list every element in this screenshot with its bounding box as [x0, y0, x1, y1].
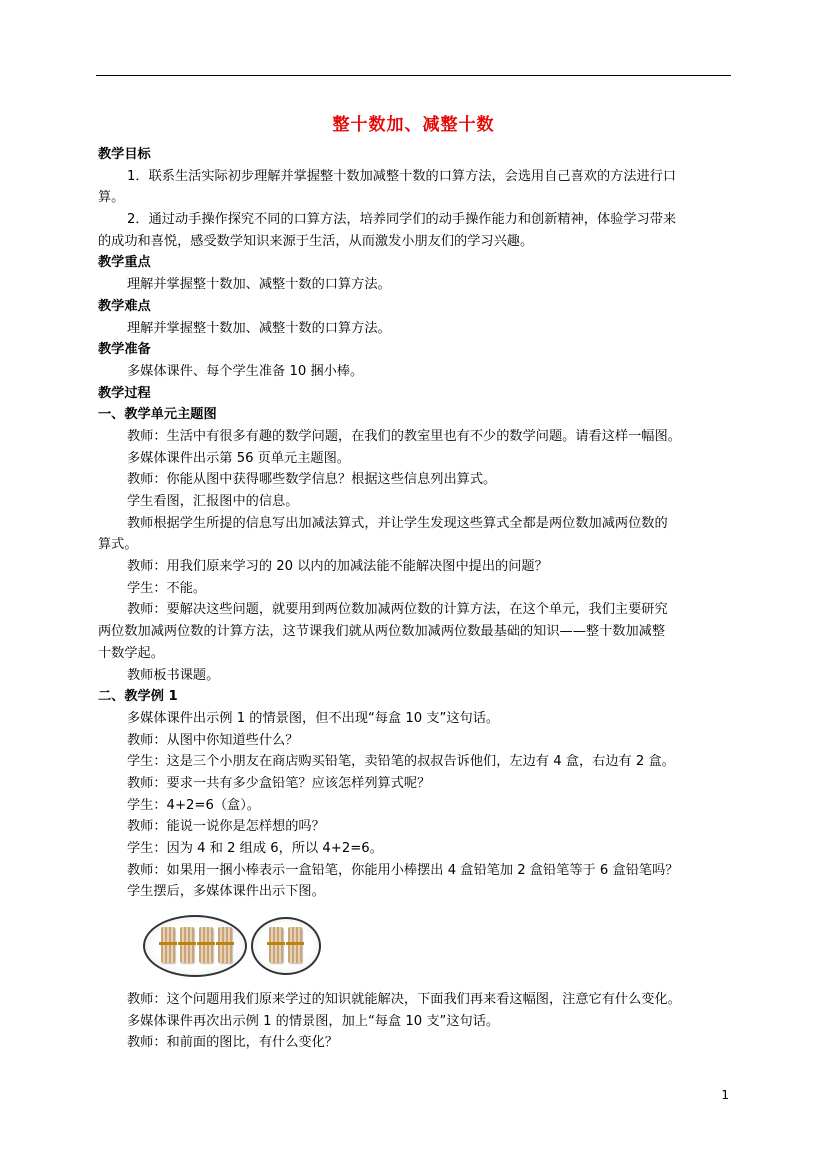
- paragraph-line: 算式。: [98, 537, 138, 553]
- paragraph-line: 教师根据学生所提的信息写出加减法算式，并让学生发现这些算式全都是两位数加减两位数的: [127, 515, 668, 531]
- paragraph-line: 教师：这个问题用我们原来学过的知识就能解决，下面我们再来看这幅图，注意它有什么变化。: [127, 992, 681, 1008]
- section-heading: 教学重点: [98, 255, 151, 271]
- stick-bundle-icon: [218, 927, 232, 963]
- paragraph-line: 理解并掌握整十数加、减整十数的口算方法。: [127, 277, 391, 293]
- stick-bundle-icon: [161, 927, 175, 963]
- document-body: [98, 144, 732, 1054]
- paragraph-line: 1．联系生活实际初步理解并掌握整十数加减整十数的口算方法，会选用自己喜欢的方法进行口: [127, 168, 677, 184]
- page-number: 1: [721, 1088, 729, 1102]
- header-rule: [96, 75, 731, 76]
- subsection-heading: 二、教学例 1: [98, 689, 178, 705]
- paragraph-line: 2．通过动手操作探究不同的口算方法，培养同学们的动手操作能力和创新精神，体验学习带来: [127, 212, 677, 228]
- paragraph-line: 两位数加减两位数的计算方法，这节课我们就从两位数加减两位数最基础的知识——整十数加减整: [98, 624, 666, 640]
- paragraph-line: 多媒体课件出示第 56 页单元主题图。: [127, 450, 350, 466]
- stick-bundle-icon: [269, 927, 283, 963]
- paragraph-line: 理解并掌握整十数加、减整十数的口算方法。: [127, 320, 391, 336]
- document-title: 整十数加、减整十数: [332, 115, 495, 135]
- paragraph-line: 学生：不能。: [127, 580, 207, 596]
- stick-bundle-icon: [180, 927, 194, 963]
- paragraph-line: 教师：你能从图中获得哪些数学信息？根据这些信息列出算式。: [127, 472, 497, 488]
- paragraph-line: 十数学起。: [98, 645, 164, 661]
- section-heading: 教学过程: [98, 385, 151, 401]
- section-heading: 教学准备: [98, 342, 151, 358]
- paragraph-line: 教师：如果用一捆小棒表示一盒铅笔，你能用小棒摆出 4 盒铅笔加 2 盒铅笔等于 6 盒铅笔吗？: [127, 862, 679, 878]
- paragraph-line: 教师：能说一说你是怎样想的吗？: [127, 819, 325, 835]
- paragraph-line: 教师：从图中你知道些什么？: [127, 732, 299, 748]
- paragraph-line: 教师：要求一共有多少盒铅笔？应该怎样列算式呢？: [127, 775, 431, 791]
- stick-bundle-icon: [199, 927, 213, 963]
- paragraph-line: 学生：这是三个小朋友在商店购买铅笔，卖铅笔的叔叔告诉他们，左边有 4 盒，右边有 2 盒。: [127, 754, 675, 770]
- stick-bundle-icon: [288, 927, 302, 963]
- paragraph-line: 教师：用我们原来学习的 20 以内的加减法能不能解决图中提出的问题？: [127, 559, 548, 575]
- paragraph-line: 学生：4+2=6（盒）。: [127, 797, 260, 813]
- four-bundles-oval: [143, 915, 247, 977]
- subsection-heading: 一、教学单元主题图: [98, 407, 217, 423]
- section-heading: 教学难点: [98, 298, 151, 314]
- paragraph-line: 教师：和前面的图比，有什么变化？: [127, 1035, 338, 1051]
- paragraph-line: 学生：因为 4 和 2 组成 6，所以 4+2=6。: [127, 841, 383, 856]
- paragraph-line: 多媒体课件出示例 1 的情景图，但不出现“每盒 10 支”这句话。: [127, 710, 500, 726]
- section-heading: 教学目标: [98, 147, 151, 162]
- paragraph-line: 多媒体课件、每个学生准备 10 捆小棒。: [127, 363, 364, 379]
- paragraph-line: 多媒体课件再次出示例 1 的情景图，加上“每盒 10 支”这句话。: [127, 1013, 500, 1029]
- paragraph-line: 算。: [98, 190, 125, 206]
- paragraph-line: 教师：生活中有很多有趣的数学问题，在我们的教室里也有不少的数学问题。请看这样一幅图。: [127, 428, 681, 444]
- paragraph-line: 学生看图，汇报图中的信息。: [127, 494, 299, 509]
- paragraph-line: 的成功和喜悦，感受数学知识来源于生活，从而激发小朋友们的学习兴趣。: [98, 233, 534, 249]
- paragraph-line: 学生摆后，多媒体课件出示下图。: [127, 884, 325, 900]
- two-bundles-oval: [251, 917, 321, 975]
- paragraph-line: 教师板书课题。: [127, 667, 220, 683]
- paragraph-line: 教师：要解决这些问题，就要用到两位数加减两位数的计算方法，在这个单元，我们主要研究: [127, 602, 668, 618]
- stick-bundles-illustration: [129, 907, 325, 983]
